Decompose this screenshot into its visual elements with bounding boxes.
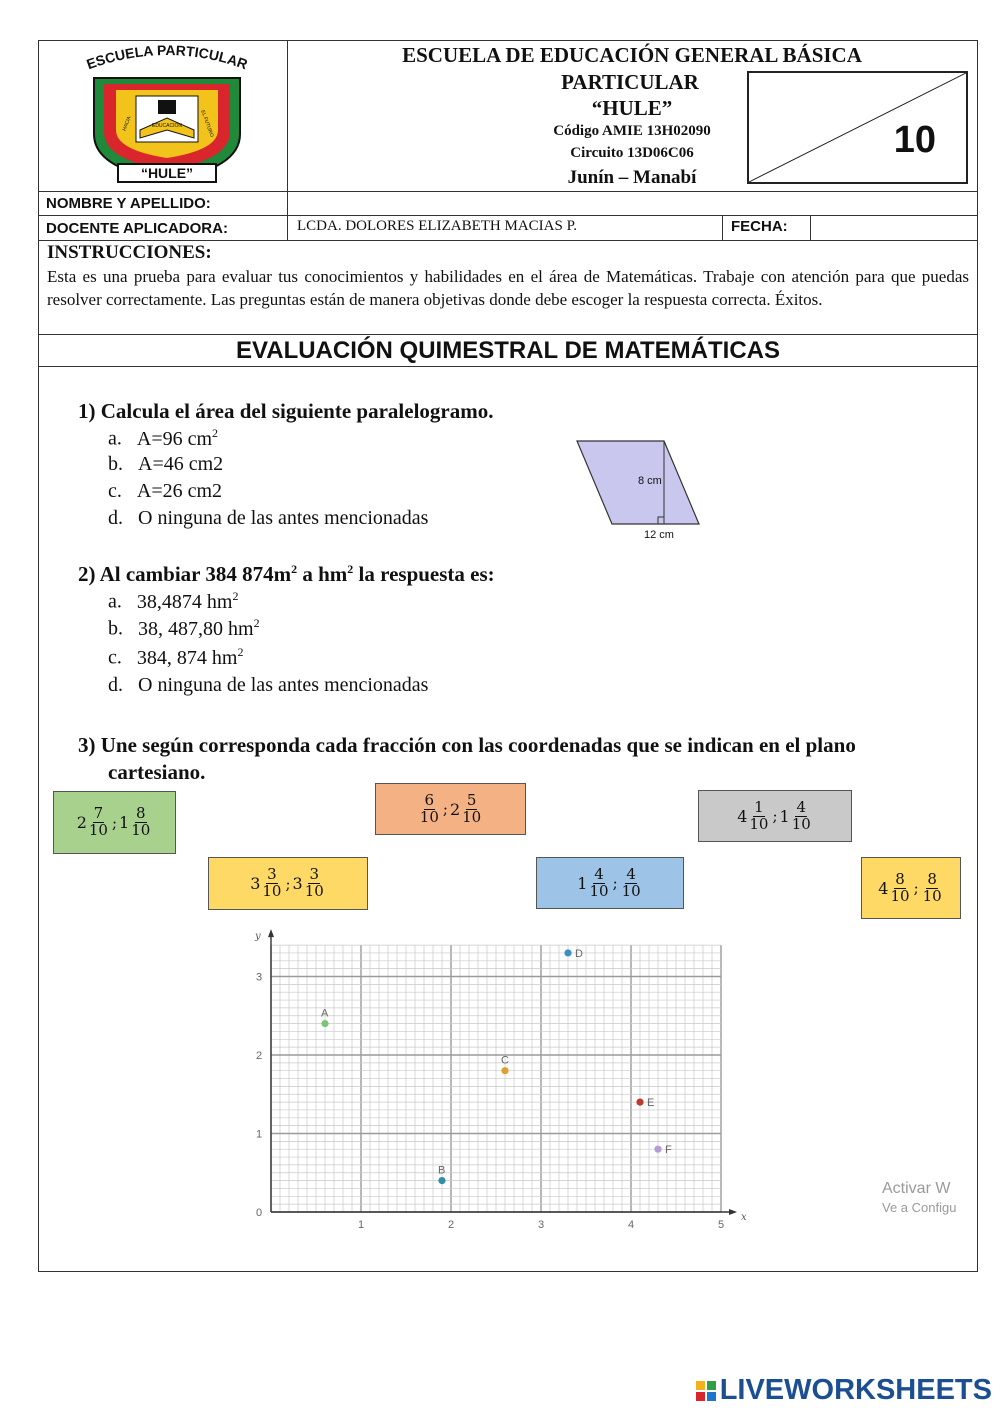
y-tick-label: 0: [256, 1207, 263, 1219]
numerator: 3: [267, 865, 277, 884]
denominator: 10: [262, 882, 282, 900]
fraction: [749, 797, 769, 833]
q1-option-c[interactable]: [108, 480, 222, 503]
q3-title-line1: 3) Une según corresponda cada fracción con las coordenadas que se indican en el plano: [78, 733, 856, 757]
card-yellow-left[interactable]: [208, 857, 368, 910]
logo-text-top: ESCUELA PARTICULAR: [84, 44, 250, 73]
location: Junín – Manabí: [567, 167, 697, 188]
fraction: [922, 869, 942, 905]
option-letter: b.: [108, 453, 123, 475]
y-tick-label: 2: [256, 1050, 263, 1062]
q2-option-c[interactable]: [108, 645, 243, 670]
denominator: 10: [304, 882, 324, 900]
point-e: [636, 1099, 643, 1106]
option-letter: c.: [108, 646, 122, 669]
school-name-line2: PARTICULAR: [561, 70, 699, 94]
whole-number: 2: [76, 813, 87, 832]
point-label-f: F: [665, 1144, 672, 1157]
instructions-title: INSTRUCCIONES:: [47, 242, 212, 263]
denominator: 10: [749, 814, 769, 833]
numerator: 4: [796, 797, 807, 816]
numerator: 4: [626, 864, 636, 883]
school-name-line3: “HULE”: [591, 96, 673, 120]
card-blue[interactable]: [536, 857, 684, 909]
fraction: [419, 790, 439, 826]
q1-option-a[interactable]: [108, 426, 218, 451]
q1-option-d[interactable]: [108, 507, 428, 530]
fraction: [589, 864, 609, 900]
whole-number: 1: [577, 873, 588, 893]
whole-number: 3: [250, 874, 261, 893]
cartesian-plane: [240, 928, 760, 1238]
fraction: [462, 790, 482, 826]
option-sup: 2: [237, 645, 244, 659]
watermark-line2: Ve a Configu: [882, 1200, 957, 1215]
card-yellow-right[interactable]: [861, 857, 961, 919]
whole-number: 1: [779, 806, 790, 826]
school-name-line1: ESCUELA DE EDUCACIÓN GENERAL BÁSICA: [402, 43, 862, 67]
option-text: 384, 874 hm: [136, 646, 238, 669]
point-a: [321, 1020, 328, 1027]
name-field[interactable]: [290, 193, 976, 214]
option-text: O ninguna de las antes mencionadas: [138, 507, 429, 529]
y-axis-label: y: [255, 931, 261, 943]
denominator: 10: [791, 814, 811, 833]
option-letter: a.: [108, 427, 122, 450]
name-label: NOMBRE Y APELLIDO:: [46, 195, 211, 212]
school-logo: [72, 44, 262, 190]
q1-title: 1) Calcula el área del siguiente paralelogramo.: [78, 399, 494, 423]
q1-option-b[interactable]: [108, 453, 223, 476]
point-label-e: E: [647, 1097, 655, 1110]
circuito: Circuito 13D06C06: [570, 145, 694, 161]
numerator: 4: [594, 864, 604, 883]
x-axis-label: x: [741, 1212, 747, 1223]
card-gray[interactable]: [698, 790, 852, 842]
option-text: A=46 cm2: [138, 453, 224, 475]
denominator: 10: [131, 821, 151, 839]
numerator: 1: [754, 797, 764, 816]
q2-option-d[interactable]: [108, 674, 428, 697]
fraction: [305, 867, 324, 900]
score-box: [747, 71, 968, 184]
card-green[interactable]: [53, 791, 176, 854]
separator: ;: [111, 813, 118, 832]
point-d: [564, 949, 571, 956]
x-tick-label: 3: [538, 1219, 545, 1231]
x-tick-label: 5: [718, 1219, 725, 1231]
option-text: 38, 487,80 hm: [138, 617, 254, 640]
numerator: 3: [309, 865, 320, 884]
denominator: 10: [621, 881, 641, 900]
separator: ;: [913, 879, 919, 897]
option-letter: c.: [108, 480, 122, 502]
whole-number: 4: [737, 806, 748, 826]
footer-brand[interactable]: LIVEWORKSHEETS: [719, 1374, 992, 1406]
numerator: 5: [466, 790, 477, 809]
whole-number: 3: [292, 874, 303, 893]
logo-ribbon-right: EL FUTURO: [199, 109, 215, 138]
y-tick-label: 1: [256, 1128, 263, 1141]
amie-code: Código AMIE 13H02090: [553, 123, 711, 139]
x-axis-arrow: [729, 1209, 737, 1215]
denominator: 10: [462, 807, 482, 826]
option-text: A=26 cm2: [136, 480, 223, 502]
option-text: 38,4874 hm: [136, 590, 233, 613]
q3-title-line2: cartesiano.: [108, 760, 206, 784]
whole-number: 4: [878, 878, 889, 898]
numerator: 7: [93, 804, 104, 823]
teacher-label: DOCENTE APLICADORA:: [46, 220, 228, 237]
parallelogram-figure: [572, 438, 707, 544]
denominator: 10: [88, 821, 108, 839]
option-sup: 2: [212, 426, 219, 440]
denominator: 10: [890, 886, 910, 905]
height-label: 8 cm: [638, 475, 662, 487]
numerator: 6: [424, 790, 435, 809]
point-label-c: C: [501, 1054, 509, 1067]
option-letter: d.: [108, 507, 123, 529]
q2-title: 2) Al cambiar 384 $874m^2$ a $hm^2$ la respuesta es:: [78, 562, 495, 586]
numerator: 8: [927, 869, 937, 888]
y-tick-label: 3: [256, 971, 263, 984]
x-tick-label: 1: [358, 1219, 365, 1231]
base-label: 12 cm: [644, 529, 674, 541]
point-f: [654, 1146, 661, 1153]
denominator: 10: [922, 886, 942, 905]
option-text: A=96 cm: [136, 427, 213, 450]
separator: ;: [285, 874, 291, 893]
logo-text-bottom: “HULE”: [140, 165, 194, 181]
point-c: [501, 1067, 508, 1074]
instructions-text: Esta es una prueba para evaluar tus conocimientos y habilidades en el área de Matemáticas. Trabaje con atención para que puedas resolver correctamente. Las preguntas están de manera objetivas donde debe escoger la respuesta correcta. Éxitos.: [47, 267, 969, 309]
q2-option-b[interactable]: [108, 616, 260, 641]
teacher-value: LCDA. DOLORES ELIZABETH MACIAS P.: [297, 218, 578, 234]
point-label-b: B: [438, 1164, 446, 1177]
denominator: 10: [419, 807, 439, 826]
point-label-a: A: [321, 1007, 329, 1020]
numerator: 8: [135, 804, 146, 823]
x-tick-label: 2: [448, 1219, 455, 1231]
x-tick-label: 4: [628, 1219, 635, 1231]
liveworksheets-icon: [696, 1381, 716, 1401]
option-sup: 2: [232, 589, 239, 603]
denominator: 10: [589, 881, 609, 900]
logo-ribbon-left: HACIA: [121, 115, 133, 132]
date-label: FECHA:: [731, 218, 788, 235]
date-field[interactable]: [812, 217, 976, 239]
footer-logo: [696, 1374, 992, 1407]
option-letter: b.: [108, 617, 123, 640]
q2-title-post: la respuesta es:: [353, 562, 495, 586]
q2-title-mid: a hm: [297, 562, 348, 586]
whole-number: 1: [119, 813, 130, 832]
activation-watermark: [882, 1180, 956, 1215]
watermark-line1: Activar W: [882, 1180, 951, 1197]
score-value: 10: [893, 119, 936, 161]
exam-title: EVALUACIÓN QUIMESTRAL DE MATEMÁTICAS: [236, 337, 780, 364]
fraction: [890, 869, 910, 905]
fraction: [791, 797, 811, 833]
logo-ribbon-mid: EDUCACIÓN: [151, 123, 183, 129]
fraction: [262, 867, 281, 900]
option-sup: 2: [253, 616, 260, 630]
fraction: [621, 864, 641, 900]
fraction: [131, 806, 150, 839]
numerator: 8: [895, 869, 905, 888]
option-text: O ninguna de las antes mencionadas: [138, 674, 429, 696]
y-axis-arrow: [268, 929, 274, 937]
point-label-d: D: [575, 947, 583, 960]
q2-title-pre: 2) Al cambiar 384 874m: [78, 562, 292, 586]
option-letter: d.: [108, 674, 123, 696]
separator: ;: [612, 874, 618, 892]
q2-option-a[interactable]: [108, 589, 238, 614]
separator: ;: [772, 807, 778, 825]
point-b: [438, 1177, 445, 1184]
card-orange[interactable]: [375, 783, 526, 835]
fraction: [89, 806, 108, 839]
separator: ;: [442, 800, 448, 818]
option-letter: a.: [108, 590, 122, 613]
whole-number: 2: [449, 799, 461, 819]
